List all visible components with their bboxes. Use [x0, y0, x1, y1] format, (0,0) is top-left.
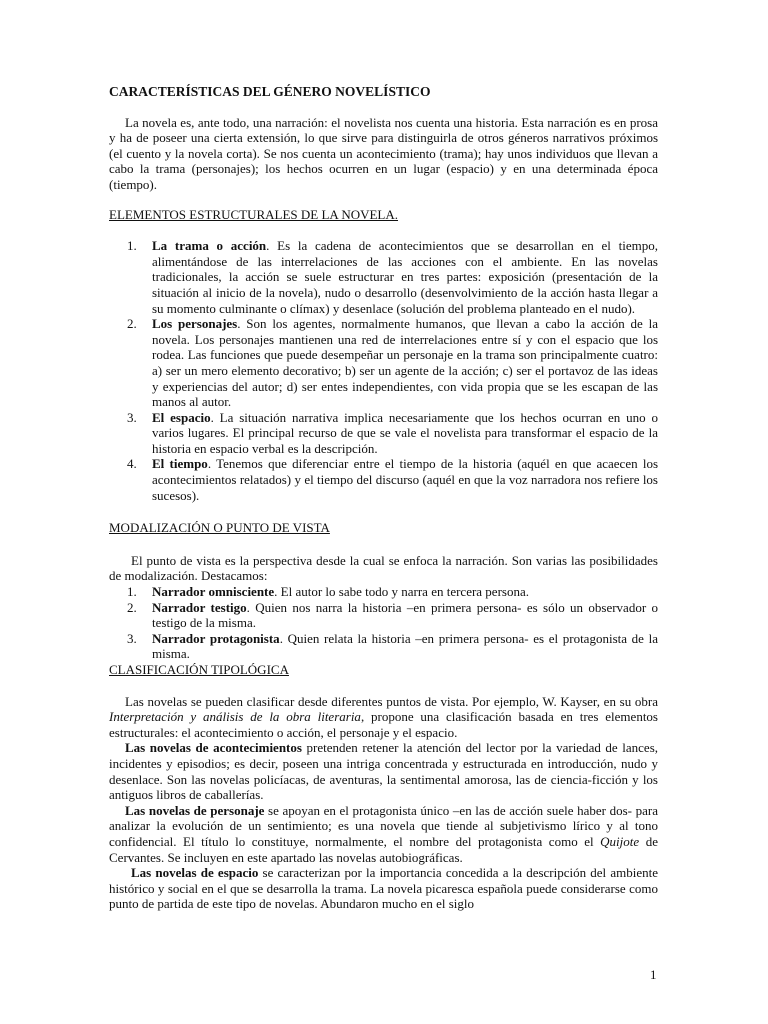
- list-term: Narrador protagonista: [152, 630, 280, 646]
- list-number: 3.: [127, 409, 137, 425]
- list-item: [109, 600, 658, 631]
- list-number: 2.: [127, 599, 137, 615]
- paragraph-text: pretenden retener la atención del lector por la variedad de lances, incidentes y episodios; es decir, poseen una intriga concentrada y estructurada en introducción, nudo y desenlace. Son las novelas policíacas, de aventuras, la sentimental amorosa, las de ciencia-ficción y los antiguos libros de caballerías.: [109, 740, 658, 803]
- document-title: CARACTERÍSTICAS DEL GÉNERO NOVELÍSTICO: [109, 84, 431, 99]
- paragraph-text-b: de Cervantes. Se incluyen en este apartado las novelas autobiográficas.: [109, 833, 658, 865]
- list-number: 2.: [127, 316, 137, 332]
- list-number: 3.: [127, 630, 137, 646]
- paragraph-text: se apoyan en el protagonista único –en las de acción suele haber dos- para analizar la evolución de un sentimiento; es una novela que tiende al subjetivismo lírico y al tono confidencial. El título lo constituye, normalmente, el nombre del protagonista como el: [109, 802, 658, 849]
- list-number: 4.: [127, 456, 137, 472]
- novelas-espacio-paragraph: [109, 865, 658, 912]
- intro-paragraph: La novela es, ante todo, una narración: el novelista nos cuenta una historia. Esta narración es en prosa y ha de poseer una cierta extensión, lo que sirve para distinguirla de otros géneros narrativos próximos (el cuento y la novela corta). Se nos cuenta un acontecimiento (trama); hay unos individuos que llevan a cabo la trama (personajes); los hechos ocurren en un lugar (espacio) y en una determinada época (tiempo).: [109, 114, 658, 192]
- clasificacion-intro: [109, 694, 658, 741]
- paragraph-term: Las novelas de acontecimientos: [125, 740, 302, 756]
- document-body: [109, 84, 658, 912]
- novelas-personaje-paragraph: [109, 803, 658, 865]
- intro-text-b: , propone una clasificación basada en tres elementos estructurales: el acontecimiento o acción, el personaje y el espacio.: [109, 709, 658, 740]
- list-text: . Quien relata la historia –en primera persona- es el protagonista de la misma.: [152, 630, 658, 662]
- novelas-acontecimientos-paragraph: [109, 740, 658, 802]
- list-term: El tiempo: [152, 456, 208, 472]
- list-text: . La situación narrativa implica necesariamente que los hechos ocurran en uno o varios lugares. El principal recurso de que se vale el novelista para transformar el espacio de la historia en espacio verbal es la descripción.: [152, 409, 658, 456]
- list-item: [109, 456, 658, 503]
- list-number: 1.: [127, 584, 137, 600]
- list-item: [109, 238, 658, 316]
- modalizacion-list: [109, 584, 658, 662]
- modalizacion-intro: El punto de vista es la perspectiva desde la cual se enfoca la narración. Son varias las posibilidades de modalización. Destacamos:: [109, 552, 658, 584]
- list-term: La trama o acción: [152, 238, 267, 254]
- section-heading-clasificacion: CLASIFICACIÓN TIPOLÓGICA: [109, 662, 289, 677]
- paragraph-term: Las novelas de espacio: [131, 865, 259, 881]
- list-text: . Quien nos narra la historia –en primera persona- es sólo un observador o testigo de la misma.: [152, 599, 658, 631]
- section-heading-modalizacion: MODALIZACIÓN O PUNTO DE VISTA: [109, 520, 330, 536]
- section-heading-elementos: ELEMENTOS ESTRUCTURALES DE LA NOVELA.: [109, 206, 399, 222]
- elementos-list: [109, 238, 658, 503]
- book-title: Interpretación y análisis de la obra literaria: [109, 709, 361, 725]
- list-text: . Tenemos que diferenciar entre el tiempo de la historia (aquél en que acaecen los acontecimientos relatados) y el tiempo del discurso (aquél en que la voz narradora nos refiere los sucesos).: [152, 456, 659, 503]
- list-number: 1.: [127, 238, 137, 254]
- list-term: El espacio: [152, 409, 211, 425]
- list-text: . El autor lo sabe todo y narra en tercera persona.: [274, 584, 529, 600]
- paragraph-term: Las novelas de personaje: [125, 802, 265, 818]
- intro-text-a: Las novelas se pueden clasificar desde diferentes puntos de vista. Por ejemplo, W. Kayser, en su obra: [125, 693, 658, 709]
- list-term: Narrador omnisciente: [152, 584, 275, 600]
- quijote-title: Quijote: [600, 833, 640, 849]
- list-term: Los personajes: [152, 316, 238, 332]
- list-text: . Son los agentes, normalmente humanos, que llevan a cabo la acción de la novela. Los personajes mantienen una red de interrelaciones entre sí y con el espacio que los rodea. Las funciones que puede desempeñar un personaje en la trama son principalmente cuatro: a) ser un mero elemento decorativo; b) ser un agente de la acción; c) ser el portavoz de las ideas y experiencias del autor; d) ser entes independientes, con vida propia que se les escapan de las manos al autor.: [152, 316, 658, 410]
- list-text: . Es la cadena de acontecimientos que se desarrollan en el tiempo, alimentándose de las interrelaciones de las acciones con el ambiente. En las novelas tradicionales, la acción se suele estructurar en tres partes: exposición (presentación de la situación al inicio de la novela), nudo o desarrollo (desenvolvimiento de la acción hasta llegar a su momento culminante o clímax) y desenlace (solución del problema planteado en el nudo).: [152, 238, 658, 316]
- list-item: [109, 410, 658, 457]
- list-term: Narrador testigo: [152, 599, 247, 615]
- list-item: [109, 584, 658, 600]
- page-number: 1: [650, 967, 657, 982]
- list-item: [109, 316, 658, 410]
- list-item: [109, 631, 658, 662]
- paragraph-text: se caracterizan por la importancia concedida a la descripción del ambiente histórico y social en el que se desarrolla la trama. La novela picaresca española puede considerarse como punto de partida de este tipo de novelas. Abundaron mucho en el siglo: [109, 865, 658, 912]
